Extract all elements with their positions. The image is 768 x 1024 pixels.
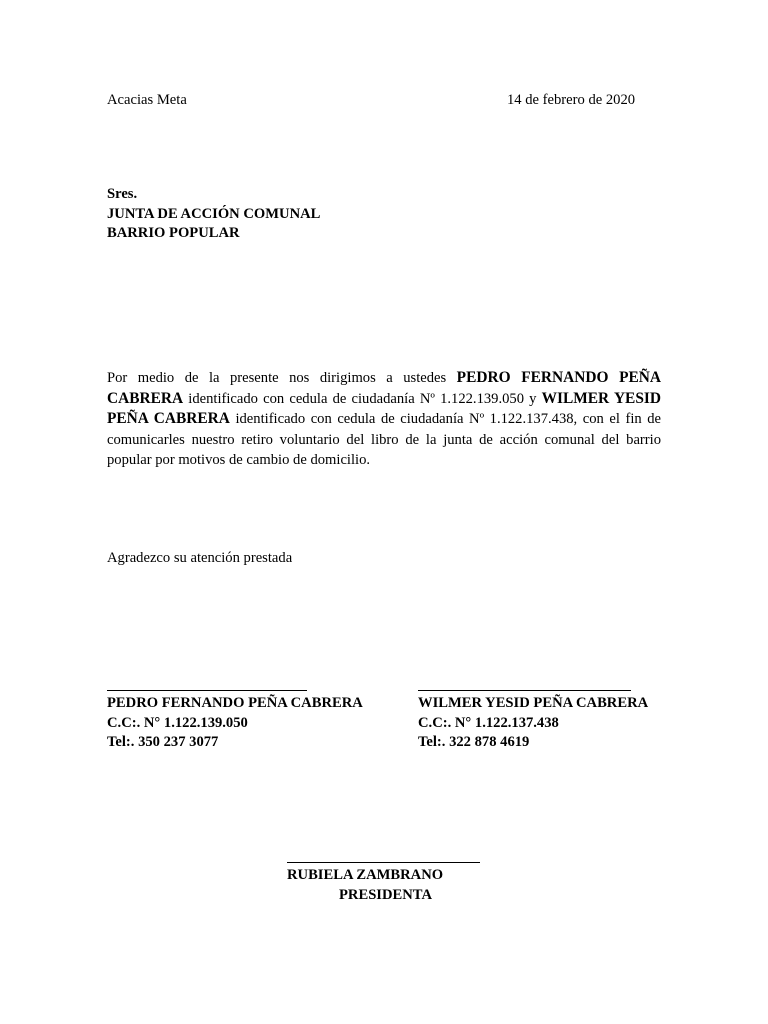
recipient-line-1: JUNTA DE ACCIÓN COMUNAL <box>107 205 321 222</box>
body-person1-id: identificado con cedula de ciudadanía Nº 1.122.139.050 y <box>183 390 542 407</box>
body-person2-rest: identificado con cedula de ciudadanía Nº 1.122.137.438, con el fin de comunicarles nuestro retiro voluntario del libro de la junta de acción comunal del barrio popular por motivos de cambio de domicilio. <box>107 411 661 468</box>
body-person2-name: WILMER YESID PEÑA CABRERA <box>107 389 661 427</box>
signature-line-1 <box>107 690 307 691</box>
city-text: Acacias Meta <box>107 92 187 108</box>
signature-line-2 <box>418 690 631 691</box>
signature-1-cc: C.C:. N° 1.122.139.050 <box>107 714 248 731</box>
signature-1-name: PEDRO FERNANDO PEÑA CABRERA <box>107 695 363 711</box>
recipient-salutation: Sres. <box>107 186 138 202</box>
recipient-line-2: BARRIO POPULAR <box>107 225 240 241</box>
signature-block-1 <box>107 694 363 753</box>
body-paragraph <box>107 368 661 471</box>
date-text: 14 de febrero de 2020 <box>507 92 636 108</box>
signature-2-tel: Tel:. 322 878 4619 <box>418 734 530 750</box>
body-person1-name: PEDRO FERNANDO PEÑA CABRERA <box>107 369 662 407</box>
signature-block-2 <box>418 694 648 753</box>
closing-text: Agradezco su atención prestada <box>107 550 293 566</box>
president-name: RUBIELA ZAMBRANO <box>287 867 444 883</box>
signature-2-name: WILMER YESID PEÑA CABRERA <box>418 695 649 711</box>
president-role: PRESIDENTA <box>339 887 432 903</box>
recipient-block <box>107 185 320 244</box>
signature-1-tel: Tel:. 350 237 3077 <box>107 734 219 750</box>
signature-2-cc: C.C:. N° 1.122.137.438 <box>418 714 559 731</box>
body-intro: Por medio de la presente nos dirigimos a ustedes <box>107 370 457 386</box>
signature-line-president <box>287 862 480 863</box>
